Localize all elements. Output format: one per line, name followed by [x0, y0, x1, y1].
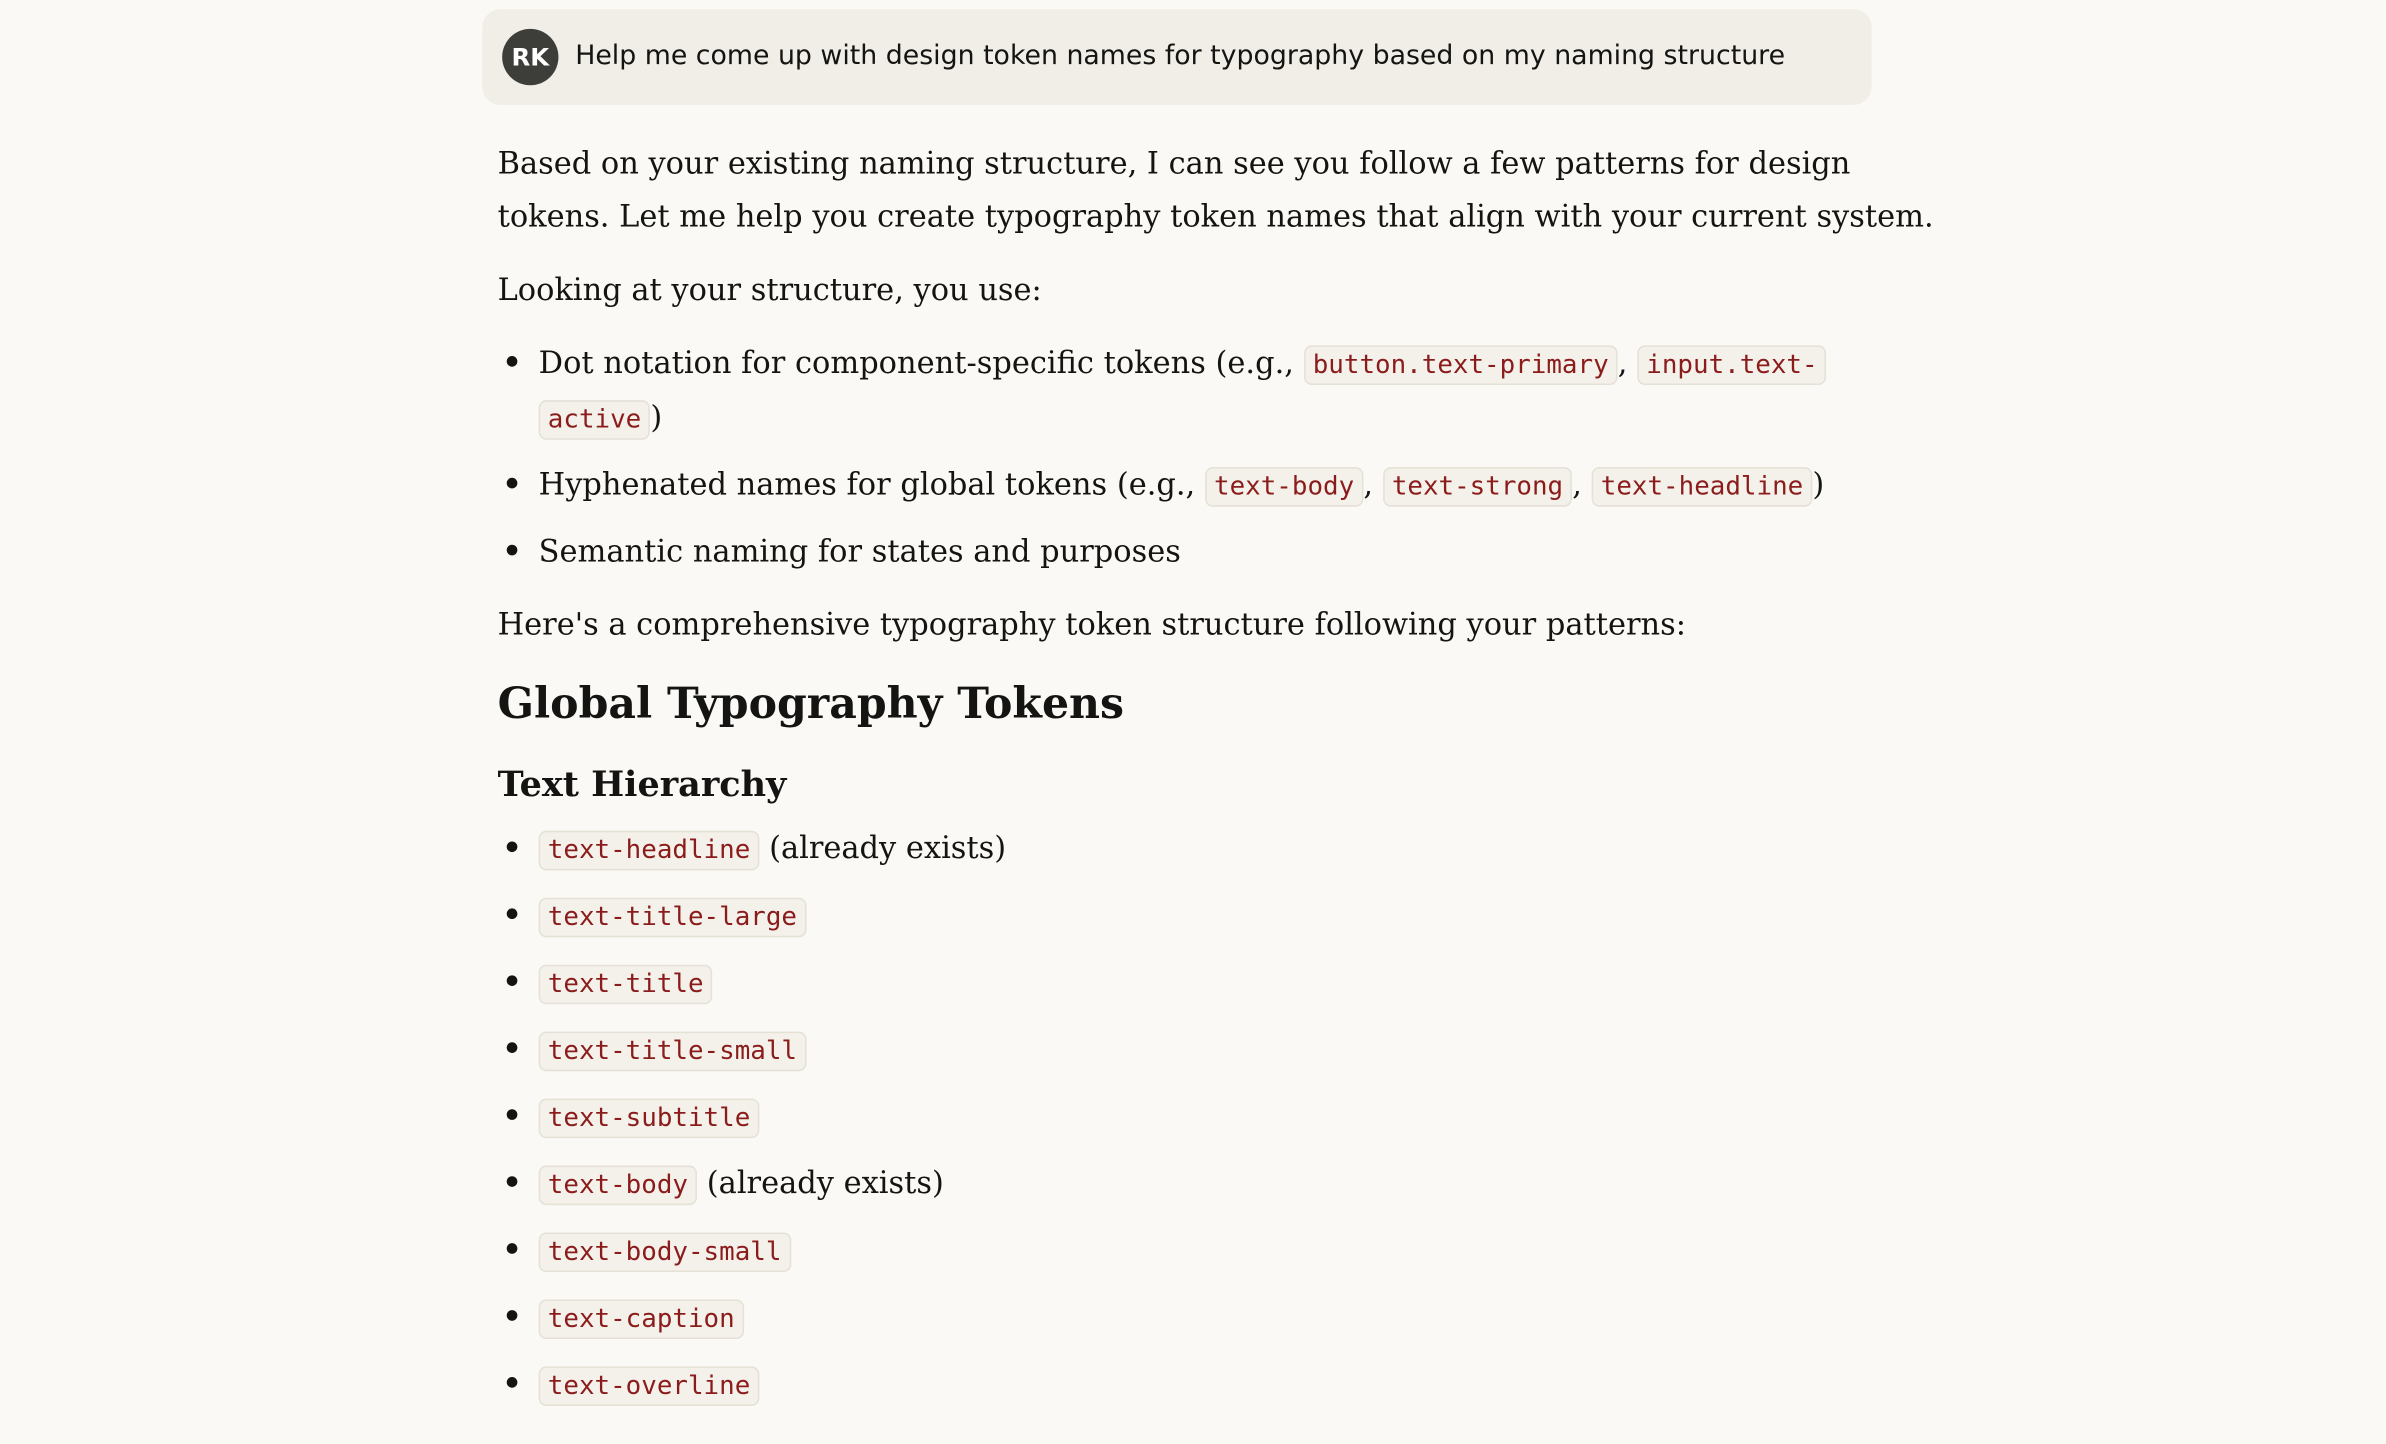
code-token: text-headline: [539, 831, 760, 871]
bullet-icon: [507, 1042, 518, 1053]
code-token: text-body: [539, 1166, 697, 1206]
hierarchy-item: [498, 1152, 944, 1213]
code-token: text-title-large: [539, 898, 806, 938]
code-token: text-overline: [539, 1366, 760, 1406]
hierarchy-item: [498, 1219, 791, 1280]
hierarchy-item: [498, 1286, 744, 1347]
bullet-icon: [507, 356, 518, 367]
user-message-bubble: [482, 9, 1871, 105]
code-token: text-title-small: [539, 1032, 806, 1072]
pattern-item-text: Dot notation for component-specific tokens (e.g.,: [538, 343, 1304, 381]
hierarchy-item: [498, 951, 713, 1012]
heading-text-hierarchy: Text Hierarchy: [497, 763, 787, 805]
hierarchy-item: [498, 1018, 807, 1079]
user-message-text: Help me come up with design token names for typography based on my naming structure: [575, 41, 1786, 72]
bullet-icon: [507, 975, 518, 986]
pattern-item-semantic: [498, 520, 1181, 581]
pattern-item-text: Semantic naming for states and purposes: [538, 532, 1181, 570]
code-token: text-caption: [539, 1299, 744, 1339]
user-avatar[interactable]: RK: [502, 29, 558, 85]
hierarchy-item: [498, 817, 1007, 878]
bullet-icon: [507, 1176, 518, 1187]
bullet-icon: [507, 1243, 518, 1254]
bullet-icon: [507, 1377, 518, 1388]
bullet-icon: [507, 841, 518, 852]
response-looking-text: Looking at your structure, you use:: [497, 270, 1042, 308]
pattern-list: [498, 332, 1837, 570]
response-intro-line-1: Based on your existing naming structure, I can see you follow a few patterns for design: [497, 144, 1851, 182]
hierarchy-note: (already exists): [706, 1164, 944, 1201]
response-intro-line-2: tokens. Let me help you create typography token names that align with your current system.: [497, 197, 1934, 235]
code-token: text-headline: [1592, 467, 1813, 507]
bullet-icon: [507, 545, 518, 556]
pattern-item-text: Hyphenated names for global tokens (e.g.,: [538, 465, 1205, 503]
code-token: button.text-primary: [1304, 345, 1618, 385]
heading-global-typography: Global Typography Tokens: [497, 678, 1125, 729]
code-token: text-subtitle: [539, 1099, 760, 1139]
code-token: text-strong: [1383, 467, 1573, 507]
hierarchy-note: (already exists): [769, 829, 1007, 866]
code-token: input.text-: [1637, 345, 1827, 385]
code-token: text-title: [539, 965, 713, 1005]
hierarchy-item: [498, 1085, 760, 1146]
pattern-item-dot-notation: Dot notation for component-specific tokens (e.g., button.text-primary , input.text- active ): [498, 332, 1837, 454]
code-token: active: [539, 400, 651, 440]
pattern-item-hyphenated: Hyphenated names for global tokens (e.g., text-body , text-strong , text-headline ): [498, 453, 1825, 514]
bullet-icon: [507, 478, 518, 489]
hierarchy-item: [498, 884, 807, 945]
bullet-icon: [507, 908, 518, 919]
response-heres-text: Here's a comprehensive typography token structure following your patterns:: [497, 605, 1686, 643]
bullet-icon: [507, 1310, 518, 1321]
code-token: text-body-small: [539, 1232, 791, 1272]
code-token: text-body: [1205, 467, 1363, 507]
bullet-icon: [507, 1109, 518, 1120]
hierarchy-item: [498, 1353, 760, 1414]
